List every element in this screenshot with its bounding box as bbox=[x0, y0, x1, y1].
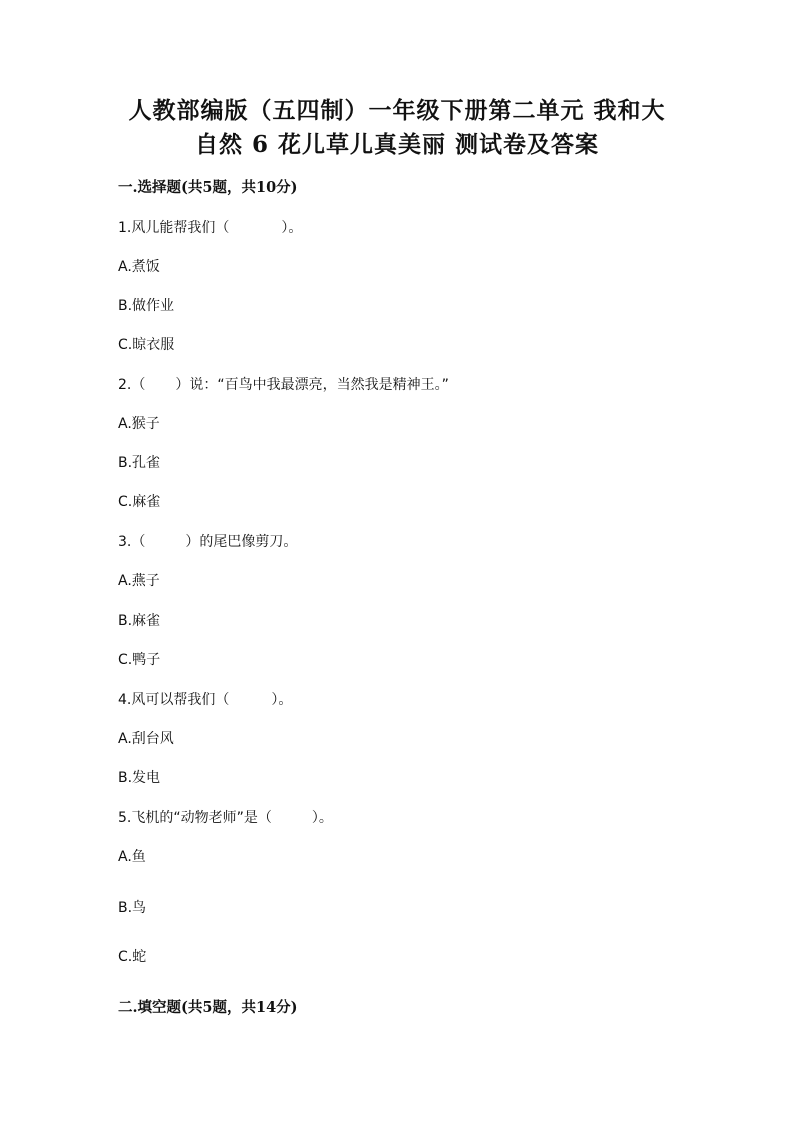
question-3-stem-before: 3.（ bbox=[118, 534, 146, 550]
question-1-option-a: A.煮饭 bbox=[118, 259, 160, 275]
question-4-option-a: A.刮台风 bbox=[118, 731, 174, 747]
question-1-option-c: C.晾衣服 bbox=[118, 337, 175, 353]
question-2-option-a: A.猴子 bbox=[118, 416, 160, 432]
question-2-stem-after: ）说：“百鸟中我最漂亮，当然我是精神王。” bbox=[175, 377, 449, 393]
section-heading-choice: 一.选择题(共5题，共10分) bbox=[118, 179, 298, 196]
question-1-option-b: B.做作业 bbox=[118, 298, 175, 314]
question-1-stem-before: 1.风儿能帮我们（ bbox=[118, 220, 230, 236]
question-3-stem-after: ）的尾巴像剪刀。 bbox=[185, 534, 298, 550]
section-heading-fill-in: 二.填空题(共5题，共14分) bbox=[118, 999, 298, 1016]
document-title-line-2: 自然 6 花儿草儿真美丽 测试卷及答案 bbox=[194, 131, 600, 158]
question-1-stem-after: ）。 bbox=[281, 220, 303, 236]
question-5-option-c: C.蛇 bbox=[118, 949, 147, 965]
question-3-option-b: B.麻雀 bbox=[118, 613, 161, 629]
question-5-option-a: A.鱼 bbox=[118, 849, 146, 865]
document-title-line-1: 人教部编版（五四制）一年级下册第二单元 我和大 bbox=[128, 97, 666, 124]
question-4-option-b: B.发电 bbox=[118, 770, 161, 786]
question-2-option-b: B.孔雀 bbox=[118, 455, 161, 471]
question-2-option-c: C.麻雀 bbox=[118, 494, 161, 510]
question-5-stem-after: ）。 bbox=[311, 810, 333, 826]
question-3-option-a: A.燕子 bbox=[118, 573, 160, 589]
question-5-stem bbox=[118, 808, 333, 828]
question-4-stem bbox=[118, 690, 292, 710]
question-3-stem bbox=[118, 532, 297, 552]
question-4-stem-after: ）。 bbox=[271, 692, 293, 708]
question-1-stem bbox=[118, 218, 302, 238]
question-5-stem-before: 5.飞机的“动物老师”是（ bbox=[118, 810, 272, 826]
question-3-option-c: C.鸭子 bbox=[118, 652, 161, 668]
question-4-stem-before: 4.风可以帮我们（ bbox=[118, 692, 230, 708]
question-2-stem bbox=[118, 375, 449, 395]
question-2-stem-before: 2.（ bbox=[118, 377, 146, 393]
question-5-option-b: B.鸟 bbox=[118, 900, 147, 916]
